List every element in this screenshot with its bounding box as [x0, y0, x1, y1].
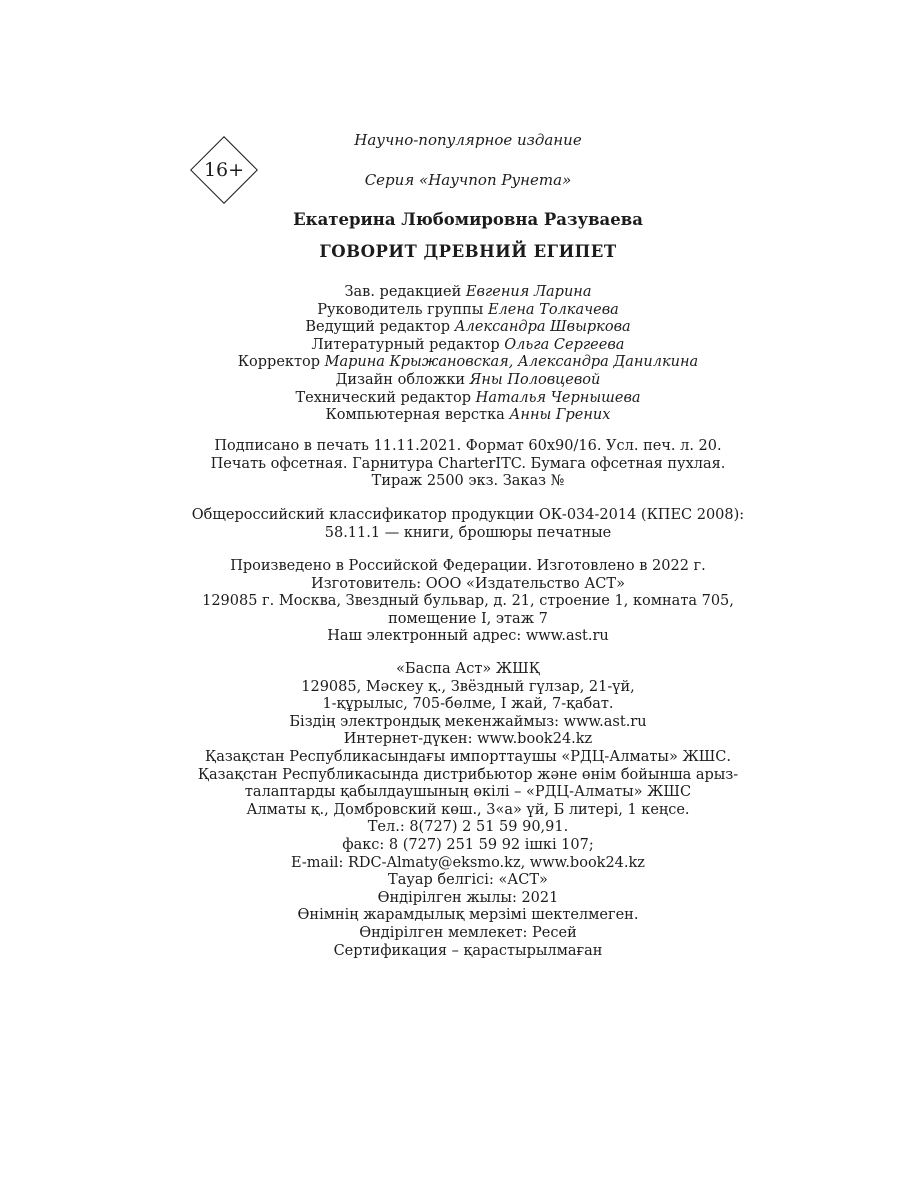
credit-line: Технический редактор Наталья Чернышева	[295, 389, 641, 406]
kazakh-info-line: талаптарды қабылдаушының өкілі – «РДЦ-Алматы» ЖШС	[244, 784, 692, 801]
manufacturer-line: Изготовитель: ООО «Издательство АСТ»	[311, 575, 625, 592]
kazakh-info-line: Біздің электрондық мекенжаймыз: www.ast.ru	[289, 713, 647, 730]
print-info-line: Подписано в печать 11.11.2021. Формат 60х90/16. Усл. печ. л. 20.	[214, 438, 722, 454]
manufacturer-line: 129085 г. Москва, Звездный бульвар, д. 21, строение 1, комната 705,	[202, 593, 734, 610]
kazakh-info-line: «Баспа Аст» ЖШҚ	[396, 661, 540, 677]
author-block	[150, 211, 786, 229]
credit-line: Ведущий редактор Александра Швыркова	[305, 319, 631, 336]
kazakh-info-line: Тауар белгісі: «АСТ»	[388, 872, 548, 889]
kazakh-info-line: Өнімнің жарамдылық мерзімі шектелмеген.	[297, 907, 639, 924]
print-info-line: Печать офсетная. Гарнитура CharterITC. Бумага офсетная пухлая.	[210, 455, 726, 472]
credits-list	[150, 284, 786, 425]
kazakh-info-line: Өндірілген мемлекет: Ресей	[359, 924, 577, 941]
title-block	[150, 243, 786, 261]
age-rating-label: 16+	[203, 159, 245, 181]
kazakh-info-line: Алматы қ., Домбровский көш., 3«а» үй, Б литері, 1 кеңсе.	[246, 801, 690, 818]
edition-header	[150, 132, 786, 150]
kazakh-info-line: E-mail: RDC-Almaty@eksmo.kz, www.book24.kz	[291, 854, 645, 871]
credit-line: Компьютерная верстка Анны Грених	[325, 407, 611, 424]
kazakh-info-block	[150, 661, 786, 960]
series-name: Серия «Научпоп Рунета»	[364, 171, 572, 189]
credit-line: Дизайн обложки Яны Половцевой	[335, 371, 601, 388]
manufacturer-block	[150, 558, 786, 646]
credit-line: Литературный редактор Ольга Сергеева	[311, 336, 625, 353]
kazakh-info-line: Қазақстан Республикасында дистрибьютор және өнім бойынша арыз-	[197, 766, 739, 783]
kazakh-info-line: Сертификация – қарастырылмаған	[333, 942, 603, 959]
classifier-block	[150, 507, 786, 542]
kazakh-info-line: Қазақстан Республикасындағы импорттаушы «РДЦ-Алматы» ЖШС.	[204, 748, 731, 765]
credit-line: Руководитель группы Елена Толкачева	[317, 301, 619, 318]
credit-line: Корректор Марина Крыжановская, Александра Данилкина	[237, 354, 699, 371]
kazakh-info-line: 129085, Мәскеу қ., Звёздный гүлзар, 21-үй,	[301, 678, 635, 695]
manufacturer-line: Произведено в Российской Федерации. Изготовлено в 2022 г.	[230, 558, 706, 574]
print-info-line: Тираж 2500 экз. Заказ №	[371, 473, 565, 490]
kazakh-info-line: 1-құрылыс, 705-бөлме, I жай, 7-қабат.	[322, 696, 614, 713]
book-title: ГОВОРИТ ДРЕВНИЙ ЕГИПЕТ	[319, 242, 617, 261]
manufacturer-line: помещение I, этаж 7	[388, 610, 548, 627]
author-name: Екатерина Любомировна Разуваева	[293, 210, 643, 229]
kazakh-info-line: Тел.: 8(727) 2 51 59 90,91.	[367, 819, 569, 836]
edition-type: Научно-популярное издание	[354, 131, 582, 149]
credit-line: Зав. редакцией Евгения Ларина	[344, 284, 592, 300]
print-info-block	[150, 438, 786, 491]
kazakh-info-line: факс: 8 (727) 251 59 92 ішкі 107;	[342, 836, 594, 853]
kazakh-info-line: Интернет-дүкен: www.book24.kz	[343, 731, 593, 748]
series-block	[150, 172, 786, 190]
classifier-line: 58.11.1 — книги, брошюры печатные	[324, 524, 612, 541]
classifier-line: Общероссийский классификатор продукции ОК-034-2014 (КПЕС 2008):	[191, 507, 745, 523]
manufacturer-line: Наш электронный адрес: www.ast.ru	[327, 628, 609, 645]
kazakh-info-line: Өндірілген жылы: 2021	[377, 889, 559, 906]
